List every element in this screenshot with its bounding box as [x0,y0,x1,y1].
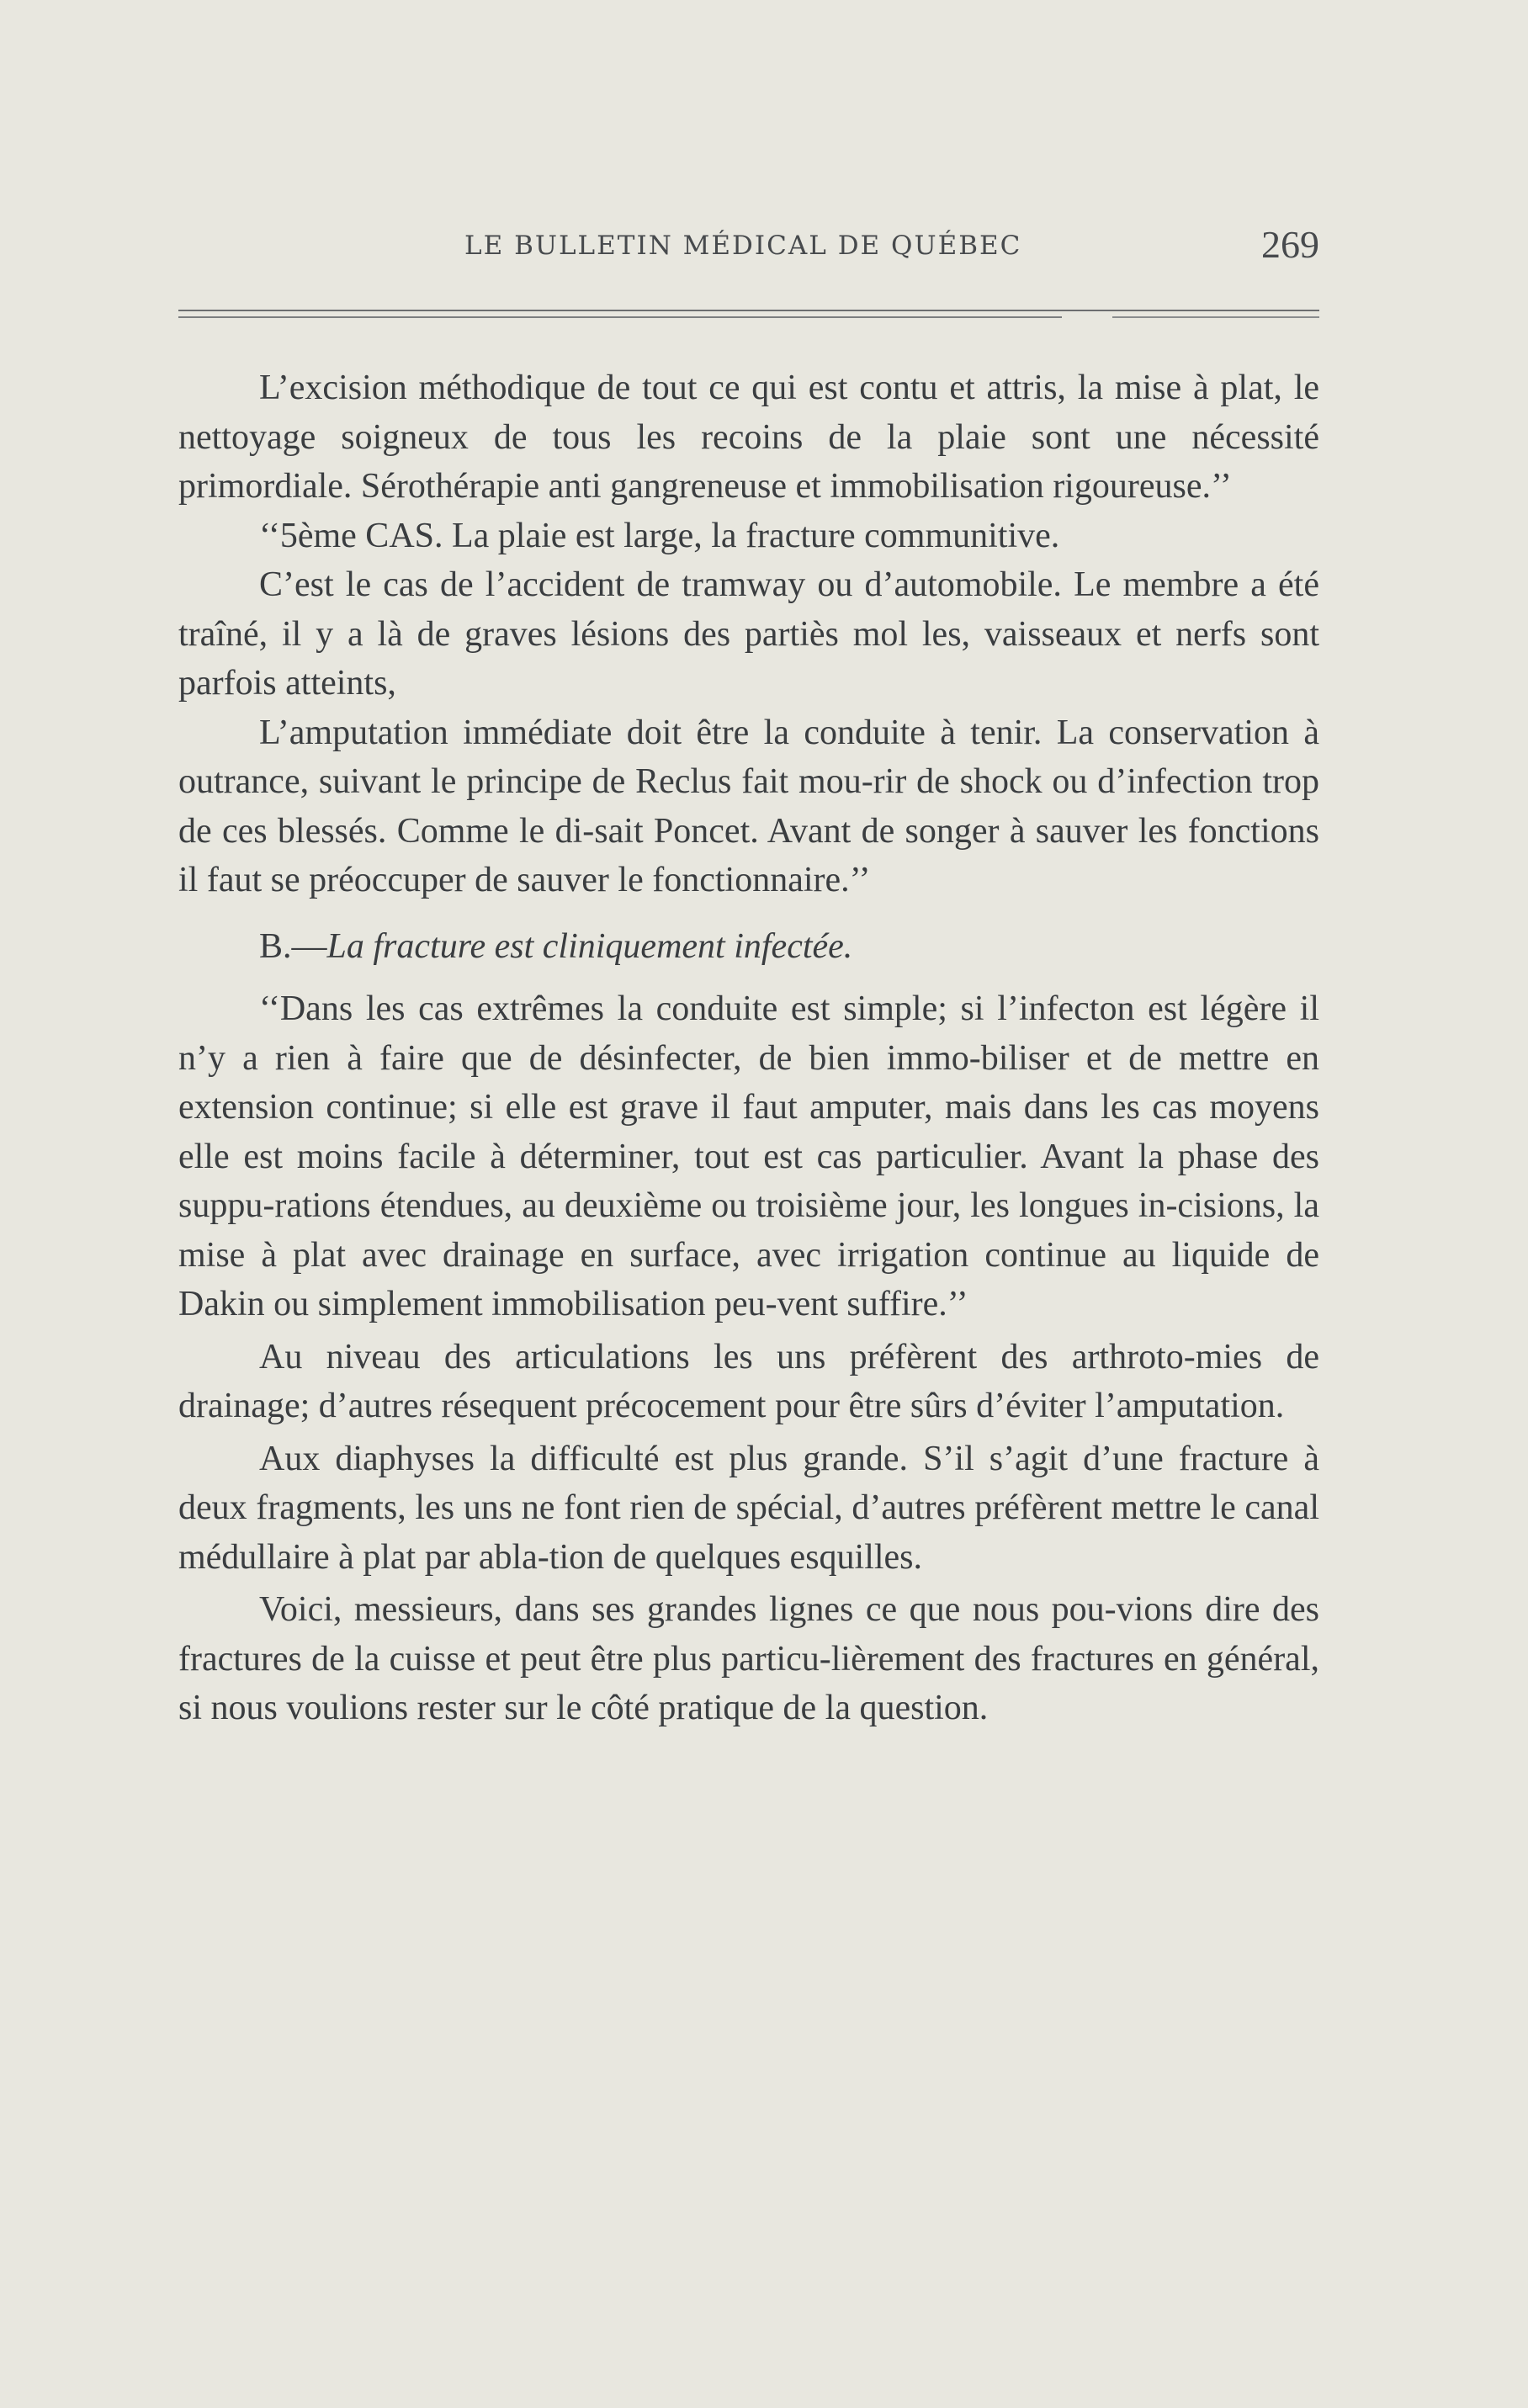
paragraph-case-5: ‘‘5ème CAS. La plaie est large, la fracture communitive. [259,516,1060,555]
paragraph-accident: C’est le cas de l’accident de tramway ou d’automobile. Le membre a été traîné, il y a là de graves lésions des partiès mol les, vaisseaux et nerfs sont parfois atteints, [178,565,1319,703]
paragraph-infection: ‘‘Dans les cas extrêmes la conduite est simple; si l’infecton est légère il n’y a rien à faire que de désinfecter, de bien immo-biliser et de mettre en extension continue; si elle est grave il faut amputer, mais dans les cas moyens elle est moins facile à déterminer, tout est cas particulier. Avant la phase des suppu-rations étendues, au deuxième ou troisième jour, les longues in-cisions, la mise à plat avec drainage en surface, avec irrigation continue au liquide de Dakin ou simplement immobilisation peu-vent suffire.’’ [178,989,1319,1323]
paragraph-articulations: Au niveau des articulations les uns préfèrent des arthroto-mies de drainage; d’autres résequent précocement pour être sûrs d’éviter l’amputation. [178,1337,1319,1425]
running-header [178,222,1319,273]
article-body [178,363,1319,1733]
journal-title: LE BULLETIN MÉDICAL DE QUÉBEC [464,231,1022,261]
section-heading-title: La fracture est cliniquement infectée. [326,926,853,966]
section-heading-b [178,922,1319,972]
page-number: 269 [1261,223,1319,266]
paragraph-diaphyses: Aux diaphyses la difficulté est plus grande. S’il s’agit d’une fracture à deux fragments, les uns ne font rien de spécial, d’autres préfèrent mettre le canal médullaire à plat par abla-tion de quelques esquilles. [178,1439,1319,1577]
header-rule-bottom-right [1112,316,1319,318]
paragraph-conclusion: Voici, messieurs, dans ses grandes lignes ce que nous pou-vions dire des fractures de la cuisse et peut être plus particu-lièrement des fractures en général, si nous voulions rester sur le côté pratique de la question. [178,1590,1319,1727]
section-heading-label: B.— [259,926,327,966]
paragraph-excision: L’excision méthodique de tout ce qui est contu et attris, la mise à plat, le nettoyage soigneux de tous les recoins de la plaie sont une nécessité primordiale. Sérothérapie anti gangreneuse et immobilisation rigoureuse.’’ [178,369,1319,506]
header-rule-top [178,310,1319,311]
paragraph-amputation: L’amputation immédiate doit être la conduite à tenir. La conservation à outrance, suivant le principe de Reclus fait mou-rir de shock ou d’infection trop de ces blessés. Comme le di-sait Poncet. Avant de songer à sauver les fonctions il faut se préoccuper de sauver le fonctionnaire.’’ [178,713,1319,899]
header-rule-bottom-left [178,316,1062,318]
header-rule [178,310,1319,321]
